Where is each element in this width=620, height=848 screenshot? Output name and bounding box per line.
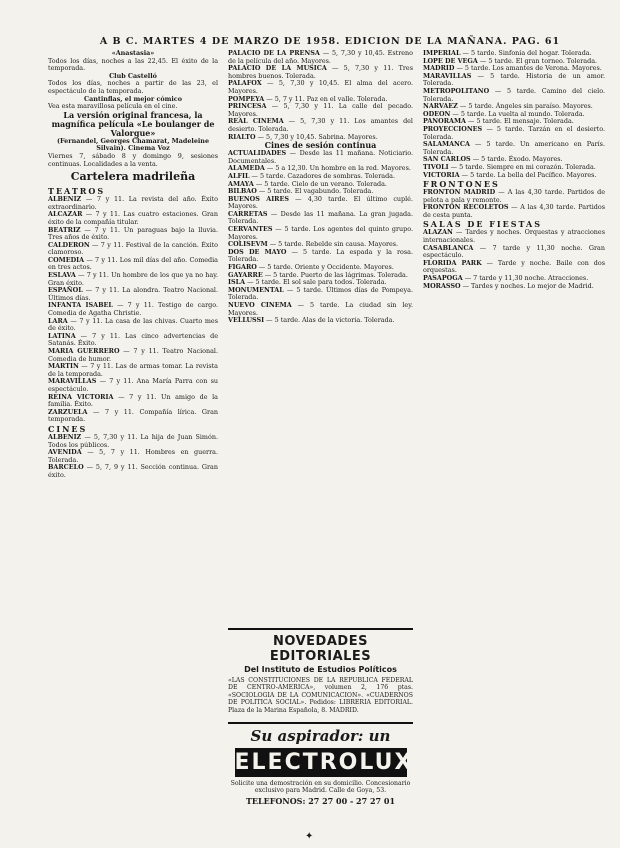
intro-notices: [48, 50, 218, 111]
listing-entry: IMPERIAL — 5 tarde. Sinfonía del hogar. Tolerada.: [423, 50, 592, 57]
listing-name: PALACIO DE LA PRENSA: [228, 50, 320, 57]
listing-text: 5 a 12,30. Un hombre en la red. Mayores.: [275, 164, 411, 173]
listing-name: LATINA: [48, 331, 76, 340]
listing-entry: ALAMEDA — 5 a 12,30. Un hombre en la red. Mayores.: [228, 164, 411, 173]
listing-name: MARAVILLAS: [48, 377, 97, 386]
listing-text: 7 y 11. La revista del año. Éxito extraordinario.: [48, 195, 218, 211]
listing-text: 5, 7,30 y 11. Tres hombres buenos. Tolerada.: [228, 64, 413, 80]
listing-name: NUEVO CINEMA: [228, 301, 292, 309]
listing-entry: ESLAVA — 7 y 11. Un hombre de los que ya no hay. Gran éxito.: [48, 271, 218, 287]
listing-name: CERVANTES: [228, 225, 273, 234]
listing-entry: VICTORIA — 5 tarde. La bella del Pacífico. Mayores.: [423, 170, 597, 179]
column-3: [423, 50, 605, 840]
editorial-ad-text: «LAS CONSTITUCIONES DE LA REPUBLICA FEDERAL DE CENTRO-AMERICA», volumen 2, 176 ptas. «SOCIOLOGIA DE LA COMUNICACION». «CUADERNOS DE POLITICA SOCIAL». Pedidos: LIBRERIA EDITORIAL. Plaza de la Marina Española, 8. MADRID.: [228, 677, 413, 714]
listing-name: PALAFOX: [228, 79, 262, 88]
frontones-heading: FRONTONES: [423, 179, 500, 190]
listing-text: 7 y 11. Festival de la canción. Éxito clamoroso.: [48, 240, 218, 257]
listing-text: 5 tarde. Puerto de las lágrimas. Tolerada.: [273, 270, 408, 279]
listing-text: 5, 7,30 y 11. La calle del pecado. Mayores.: [228, 102, 413, 118]
listing-text: Tardes y noches. Lo mejor de Madrid.: [471, 281, 594, 290]
listing-text: 5 tarde. Los agentes del quinto grupo. Mayores.: [228, 225, 413, 241]
listing-name: ISLA: [228, 278, 246, 287]
listing-name: PANORAMA: [423, 117, 467, 126]
editorial-ad-title: NOVEDADES EDITORIALES: [269, 634, 372, 664]
listing-text: 5, 7, 9 y 11. Sección continua. Gran éxito.: [48, 463, 218, 479]
listing-text: Tardes y noches. Orquestas y atracciones internacionales.: [423, 228, 605, 245]
continua-heading: Cines de sesión continua: [264, 140, 377, 151]
cartelera-heading: Cartelera madrileña: [70, 170, 196, 184]
listing-text: 5 tarde. Rebelde sin causa. Mayores.: [278, 240, 399, 249]
listing-entry: PALACIO DE LA MUSICA — 5, 7,30 y 11. Tres hombres buenos. Tolerada.: [228, 64, 413, 80]
listing-entry: FRONTON MADRID — A las 4,30 tarde. Partidos de pelota a pala y remonte.: [423, 188, 605, 204]
listing-text: 5 tarde. El vagabundo. Tolerada.: [267, 187, 374, 196]
listing-name: VELLUSSI: [228, 316, 265, 325]
listing-entry: RIALTO — 5, 7,30 y 10,45. Sabrina. Mayores.: [228, 132, 378, 141]
listing-entry: ALBENIZ — 7 y 11. La revista del año. Éxito extraordinario.: [48, 195, 218, 211]
listing-entry: LARA — 7 y 11. La casa de las chivas. Cuarto mes de éxito.: [48, 316, 218, 333]
listing-entry: CERVANTES — 5 tarde. Los agentes del quinto grupo. Mayores.: [228, 225, 413, 241]
listing-text: A las 4,30 tarde. Partidos de pelota a pala y remonte.: [423, 188, 605, 204]
listing-name: BARCELO: [48, 463, 84, 472]
listing-entry: COLISEVM — 5 tarde. Rebelde sin causa. Mayores.: [228, 240, 399, 249]
listing-entry: COMEDIA — 7 y 11. Los mil días del año. Comedia en tres actos.: [48, 255, 218, 272]
listing-entry: BEATRIZ — 7 y 11. Un paraguas bajo la lluvia. Tres años de éxito.: [48, 225, 218, 242]
listing-text: 7 y 11. Compañía lírica. Gran temporada.: [48, 407, 218, 424]
promo-names: (Fernandel, Georges Chamarat, Madeleine Silvain). Cinema Voz: [56, 136, 210, 153]
listing-text: 5, 7,30 y 10,45. El alma del acero. Mayores.: [228, 79, 413, 95]
electrolux-phones: TELEFONOS: 27 27 00 - 27 27 01: [245, 795, 396, 806]
listing-entry: AMAYA — 5 tarde. Cielo de un verano. Tolerada.: [228, 179, 387, 188]
listing-text: 7 y 11. Las cuatro estaciones. Gran éxito de la compañía titular.: [48, 210, 218, 226]
listing-text: 7 y 11. Un paraguas bajo la lluvia. Tres años de éxito.: [48, 225, 218, 242]
listing-text: A las 4,30 tarde. Partidos de cesta punta.: [423, 203, 605, 219]
listing-text: 7 y 11. Ana María Parra con su espectáculo.: [48, 377, 218, 393]
listing-text: 5 tarde. La vuelta al mundo. Tolerada.: [460, 109, 585, 118]
listing-name: MONUMENTAL: [228, 285, 284, 294]
listing-text: 7 y 11. La alondra. Teatro Nacional. Últimos días.: [48, 286, 218, 302]
listing-name: ESPAÑOL: [48, 286, 83, 295]
salas-list: [423, 229, 605, 290]
listing-name: AMAYA: [228, 179, 254, 188]
listing-text: 5 tarde. Siempre en mi corazón. Tolerada.: [459, 162, 596, 171]
listing-entry: GAYARRE — 5 tarde. Puerto de las lágrimas. Tolerada.: [228, 270, 408, 279]
salas-heading: SALAS DE FIESTAS: [423, 219, 542, 230]
listing-name: FLORIDA PARK: [423, 258, 482, 267]
listing-name: LARA: [48, 316, 68, 325]
listing-entry: PALACIO DE LA PRENSA — 5, 7,30 y 10,45. Estreno de la película del año. Mayores.: [228, 50, 413, 65]
cines-heading: CINES: [48, 423, 88, 434]
listing-text: 5 tarde. Tarzán en el desierto. Tolerada.: [423, 124, 605, 141]
notice-text: Todos los días, noches a las 22,45. El éxito de la temporada.: [48, 56, 218, 73]
listing-name: PASAPOGA: [423, 274, 463, 283]
listing-name: GAYARRE: [228, 270, 263, 279]
listing-text: 7 tarde y 11,30 noche. Gran espectáculo.: [423, 243, 605, 260]
listing-entry: ALCAZAR — 7 y 11. Las cuatro estaciones. Gran éxito de la compañía titular.: [48, 210, 218, 226]
listing-name: SALAMANCA: [423, 140, 470, 149]
listing-entry: PANORAMA — 5 tarde. El mensaje. Tolerada.: [423, 117, 574, 126]
listing-entry: MARTIN — 7 y 11. Las de armas tomar. La revista de la temporada.: [48, 362, 218, 378]
notice-text: Todos los días, noches a partir de las 23, el espectáculo de la temporada.: [48, 79, 218, 95]
listing-name: ALAZAN: [423, 228, 453, 237]
listing-text: 5 tarde. Alas de la victoria. Tolerada.: [274, 316, 395, 325]
notice-title: «Anastasia»: [111, 50, 155, 57]
listing-name: RIALTO: [228, 132, 256, 141]
listing-entry: PRINCESA — 5, 7,30 y 11. La calle del pecado. Mayores.: [228, 102, 413, 118]
listing-name: NARVAEZ: [423, 102, 458, 111]
listing-name: PRINCESA: [228, 102, 267, 111]
listing-text: 5 tarde. Éxodo. Mayores.: [481, 155, 563, 164]
listing-name: FRONTON MADRID: [423, 188, 496, 197]
notice-text: Vea esta maravillosa película en el cine.: [48, 102, 178, 111]
listing-entry: MARAVILLAS — 7 y 11. Ana María Parra con su espectáculo.: [48, 377, 218, 393]
listing-name: ALAMEDA: [228, 164, 265, 173]
listing-name: REINA VICTORIA: [48, 392, 114, 401]
electrolux-ad: [228, 722, 413, 844]
promo-title: La versión original francesa, la magnífica película «Le boulanger de Valorgue»: [51, 109, 215, 138]
listing-entry: NUEVO CINEMA — 5 tarde. La ciudad sin ley. Mayores.: [228, 301, 413, 317]
listing-name: BUENOS AIRES: [228, 194, 289, 203]
listing-entry: FLORIDA PARK — Tarde y noche. Baile con dos orquestas.: [423, 258, 605, 275]
listing-entry: SALAMANCA — 5 tarde. Un americano en París. Tolerada.: [423, 140, 605, 156]
listing-name: ZARZUELA: [48, 407, 88, 416]
listing-entry: ACTUALIDADES — Desde las 11 mañana. Noticiario. Documentales.: [228, 149, 413, 165]
listing-text: 5, 7,30 y 10,45. Sabrina. Mayores.: [266, 132, 378, 141]
listing-name: ESLAVA: [48, 271, 76, 280]
listing-text: 5 tarde. Historia de un amor. Tolerada.: [423, 71, 605, 88]
listing-text: 5 tarde. Los amantes de Verona. Mayores.: [464, 64, 602, 73]
electrolux-tagline: Su aspirador: un: [250, 727, 391, 745]
listing-name: ALCAZAR: [48, 210, 83, 219]
listing-entry: CARRETAS — Desde las 11 mañana. La gran jugada. Tolerada.: [228, 209, 413, 226]
listing-text: 5 tarde. Sinfonía del hogar. Tolerada.: [470, 50, 592, 57]
listing-entry: REINA VICTORIA — 7 y 11. Un amigo de la familia. Éxito.: [48, 392, 218, 409]
listing-text: 5, 7 y 11. Hombres en guerra. Tolerada.: [48, 448, 218, 464]
teatros-heading: TEATROS: [48, 186, 106, 197]
listing-entry: ESPAÑOL — 7 y 11. La alondra. Teatro Nacional. Últimos días.: [48, 286, 218, 302]
listing-name: BILBAO: [228, 187, 257, 196]
continua-list: [228, 150, 413, 325]
listing-text: 5 tarde. Cazadores de sombras. Tolerada.: [259, 171, 396, 180]
notice-title: Cantinflas, el mejor cómico: [84, 94, 182, 103]
cines-continued-list-2: [423, 50, 605, 179]
listing-entry: LATINA — 7 y 11. Las cinco advertencias de Satanás. Éxito.: [48, 331, 218, 348]
listing-text: 7 y 11. Las cinco advertencias de Satanás. Éxito.: [48, 331, 218, 348]
listing-text: 7 y 11. Testigo de cargo. Comedia de Agatha Christie.: [48, 301, 218, 318]
listing-entry: VELLUSSI — 5 tarde. Alas de la victoria. Tolerada.: [228, 316, 395, 325]
listing-text: 5 tarde. La espada y la rosa. Tolerada.: [228, 247, 413, 264]
listing-entry: ALBENIZ — 5, 7,30 y 11. La hija de Juan Simón. Todos los públicos.: [48, 432, 218, 449]
listing-text: Desde las 11 mañana. Noticiario. Documentales.: [228, 149, 413, 165]
listing-entry: CALDERON — 7 y 11. Festival de la canción. Éxito clamoroso.: [48, 240, 218, 257]
listing-entry: BILBAO — 5 tarde. El vagabundo. Tolerada.: [228, 187, 374, 196]
listing-name: REAL CINEMA: [228, 117, 284, 126]
listing-name: BEATRIZ: [48, 225, 81, 234]
listing-name: MADRID: [423, 64, 455, 73]
listing-text: 7 tarde y 11,30 noche. Atracciones.: [473, 274, 589, 283]
listing-text: 5 tarde. Oriente y Occidente. Mayores.: [267, 263, 394, 272]
listing-entry: MORASSO — Tardes y noches. Lo mejor de Madrid.: [423, 281, 594, 290]
listing-entry: AVENIDA — 5, 7 y 11. Hombres en guerra. Tolerada.: [48, 448, 218, 464]
listing-text: 7 y 11. Un amigo de la familia. Éxito.: [48, 392, 218, 409]
listing-name: CASABLANCA: [423, 243, 474, 252]
electrolux-logo: ELECTROLUX: [234, 750, 413, 775]
ornament-icon: ✦: [305, 831, 314, 842]
listing-entry: PASAPOGA — 7 tarde y 11,30 noche. Atracciones.: [423, 274, 589, 283]
listing-entry: MARIA GUERRERO — 7 y 11. Teatro Nacional. Comedia de humor.: [48, 347, 218, 363]
page-header: A B C. MARTES 4 DE MARZO DE 1958. EDICION DE LA MAÑANA. PAG. 61: [99, 36, 561, 47]
listing-entry: LOPE DE VEGA — 5 tarde. El gran torneo. Tolerada.: [423, 56, 598, 65]
cines-continued-list: [228, 50, 413, 141]
listing-entry: PROYECCIONES — 5 tarde. Tarzán en el desierto. Tolerada.: [423, 124, 605, 141]
listing-name: ALBENIZ: [48, 432, 82, 441]
cines-list: [48, 434, 218, 480]
listing-name: MARAVILLAS: [423, 71, 472, 80]
listing-entry: FRONTON RECOLETOS — A las 4,30 tarde. Partidos de cesta punta.: [423, 203, 605, 219]
listing-name: MARTIN: [48, 362, 79, 371]
listing-name: ODEON: [423, 109, 451, 118]
listing-text: 5 tarde. El sol sale para todos. Tolerada.: [255, 278, 387, 287]
electrolux-text: Solicite una demostración en su domicilio. Concesionario exclusivo para Madrid. Calle de Goya, 53.: [230, 780, 411, 795]
listing-text: 7 y 11. Teatro Nacional. Comedia de humor.: [48, 347, 218, 363]
listing-name: VICTORIA: [423, 170, 460, 179]
listing-text: 5, 7,30 y 11. Los amantes del desierto. Tolerada.: [228, 117, 413, 133]
listing-name: CARRETAS: [228, 209, 268, 218]
column-1: [48, 50, 218, 840]
listing-text: 5 tarde. Cielo de un verano. Tolerada.: [264, 179, 387, 188]
teatros-list: [48, 196, 218, 424]
listing-name: TIVOLI: [423, 162, 449, 171]
promo-text: Viernes 7, sábado 8 y domingo 9, sesiones continuas. Localidades a la venta.: [48, 151, 218, 168]
editorial-ad-subtitle: Del Instituto de Estudios Políticos: [244, 665, 397, 674]
listing-entry: BUENOS AIRES — 4,30 tarde. El último cuplé. Mayores.: [228, 194, 413, 211]
listing-text: 7 y 11. Los mil días del año. Comedia en tres actos.: [48, 255, 218, 272]
listing-text: 5 tarde. El mensaje. Tolerada.: [476, 117, 574, 126]
listing-name: ALBENIZ: [48, 195, 82, 204]
listing-entry: POMPEYA — 5, 7 y 11. Paz en el valle. Tolerada.: [228, 94, 388, 103]
listing-name: LOPE DE VEGA: [423, 56, 478, 65]
listing-entry: REAL CINEMA — 5, 7,30 y 11. Los amantes del desierto. Tolerada.: [228, 117, 413, 133]
listing-text: 5 tarde. El gran torneo. Tolerada.: [488, 56, 598, 65]
listing-entry: MONUMENTAL — 5 tarde. Últimos días de Pompeya. Tolerada.: [228, 285, 413, 302]
listing-name: PALACIO DE LA MUSICA: [228, 64, 327, 73]
column-2: [228, 50, 413, 625]
listing-text: 5, 7,30 y 11. La hija de Juan Simón. Todos los públicos.: [48, 432, 218, 449]
listing-name: AVENIDA: [48, 448, 82, 457]
listing-text: 5 tarde. Un americano en París. Tolerada.: [423, 140, 605, 156]
listing-name: PROYECCIONES: [423, 124, 483, 133]
listing-entry: MARAVILLAS — 5 tarde. Historia de un amor. Tolerada.: [423, 71, 605, 88]
listing-name: ALFIL: [228, 171, 250, 180]
listing-entry: FIGARO — 5 tarde. Oriente y Occidente. Mayores.: [228, 263, 394, 272]
listing-text: Tarde y noche. Baile con dos orquestas.: [423, 258, 605, 275]
editorial-ad: [228, 628, 413, 720]
listing-text: 5 tarde. Camino del cielo. Tolerada.: [423, 86, 605, 103]
listing-entry: ALFIL — 5 tarde. Cazadores de sombras. Tolerada.: [228, 171, 396, 180]
listing-text: 5 tarde. La ciudad sin ley. Mayores.: [228, 301, 413, 317]
listing-name: CALDERON: [48, 240, 90, 249]
listing-text: 5, 7 y 11. Paz en el valle. Tolerada.: [274, 94, 388, 103]
listing-name: SAN CARLOS: [423, 155, 471, 164]
listing-entry: PALAFOX — 5, 7,30 y 10,45. El alma del acero. Mayores.: [228, 79, 413, 95]
listing-entry: TIVOLI — 5 tarde. Siempre en mi corazón. Tolerada.: [423, 162, 596, 171]
listing-text: 7 y 11. Un hombre de los que ya no hay. Gran éxito.: [48, 271, 218, 287]
listing-text: 7 y 11. La casa de las chivas. Cuarto mes de éxito.: [48, 316, 218, 333]
listing-entry: ZARZUELA — 7 y 11. Compañía lírica. Gran temporada.: [48, 407, 218, 424]
listing-text: Desde las 11 mañana. La gran jugada. Tolerada.: [228, 209, 413, 226]
listing-entry: MADRID — 5 tarde. Los amantes de Verona. Mayores.: [423, 64, 602, 73]
listing-name: MORASSO: [423, 281, 461, 290]
listing-name: POMPEYA: [228, 94, 265, 103]
listing-name: IMPERIAL: [423, 50, 461, 57]
notice-title: Club Castelló: [109, 71, 157, 80]
listing-name: INFANTA ISABEL: [48, 301, 113, 310]
listing-text: 5 tarde. Últimos días de Pompeya. Tolerada.: [228, 285, 413, 302]
listing-name: FRONTON RECOLETOS: [423, 203, 509, 212]
listing-name: ACTUALIDADES: [228, 149, 287, 158]
listing-text: 5 tarde. Ángeles sin paraíso. Mayores.: [468, 102, 593, 111]
listing-entry: DOS DE MAYO — 5 tarde. La espada y la rosa. Tolerada.: [228, 247, 413, 264]
listing-name: COLISEVM: [228, 240, 268, 249]
frontones-list: [423, 189, 605, 219]
listing-text: 5, 7,30 y 10,45. Estreno de la película del año. Mayores.: [228, 50, 413, 65]
listing-entry: METROPOLITANO — 5 tarde. Camino del cielo. Tolerada.: [423, 86, 605, 103]
listing-entry: CASABLANCA — 7 tarde y 11,30 noche. Gran espectáculo.: [423, 243, 605, 260]
listing-entry: BARCELO — 5, 7, 9 y 11. Sección continua. Gran éxito.: [48, 463, 218, 479]
listing-name: FIGARO: [228, 263, 257, 272]
listing-entry: SAN CARLOS — 5 tarde. Éxodo. Mayores.: [423, 155, 563, 164]
listing-text: 5 tarde. La bella del Pacífico. Mayores.: [470, 170, 597, 179]
listing-entry: INFANTA ISABEL — 7 y 11. Testigo de cargo. Comedia de Agatha Christie.: [48, 301, 218, 318]
listing-text: 4,30 tarde. El último cuplé. Mayores.: [228, 194, 413, 211]
listing-entry: ISLA — 5 tarde. El sol sale para todos. Tolerada.: [228, 278, 387, 287]
listing-text: 7 y 11. Las de armas tomar. La revista de la temporada.: [48, 362, 218, 378]
listing-name: MARIA GUERRERO: [48, 347, 120, 355]
listing-name: DOS DE MAYO: [228, 247, 287, 256]
listing-entry: ALAZAN — Tardes y noches. Orquestas y atracciones internacionales.: [423, 228, 605, 245]
listing-entry: NARVAEZ — 5 tarde. Ángeles sin paraíso. Mayores.: [423, 102, 593, 111]
listing-name: METROPOLITANO: [423, 86, 490, 95]
listing-name: COMEDIA: [48, 255, 85, 264]
listing-entry: ODEON — 5 tarde. La vuelta al mundo. Tolerada.: [423, 109, 585, 118]
